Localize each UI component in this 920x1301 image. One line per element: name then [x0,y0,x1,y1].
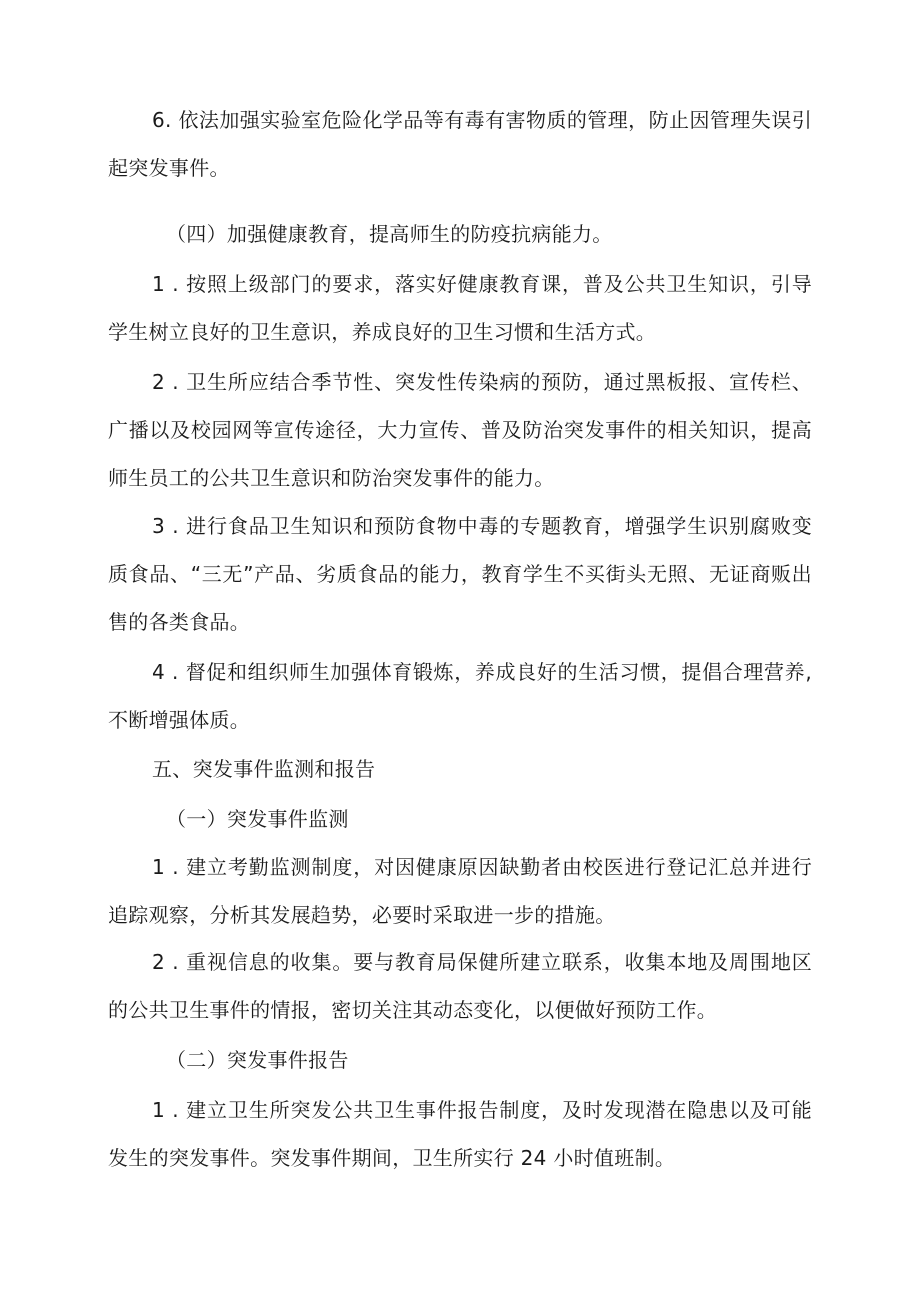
section-heading-monitoring: （一）突发事件监测 [166,807,349,831]
paragraph-item-4-physical-exercise: 4 . 督促和组织师生加强体育锻炼，养成良好的生活习惯，提倡合理营养, 不断增强体质。 [108,660,812,732]
paragraph-item-1-attendance: 1 . 建立考勤监测制度，对因健康原因缺勤者由校医进行登记汇总并进行追踪观察，分析其发展趋势，必要时采取进一步的措施。 [108,855,812,927]
section-heading-health-education: （四）加强健康教育，提高师生的防疫抗病能力。 [166,222,613,246]
paragraph-item-1-health-course: 1 . 按照上级部门的要求，落实好健康教育课，普及公共卫生知识，引导学生树立良好的卫生意识，养成良好的卫生习惯和生活方式。 [108,272,812,344]
paragraph-item-2-information: 2 . 重视信息的收集。要与教育局保健所建立联系，收集本地及周围地区的公共卫生事件的情报，密切关注其动态变化，以便做好预防工作。 [108,950,812,1022]
paragraph-item-2-clinic-publicity: 2 . 卫生所应结合季节性、突发性传染病的预防，通过黑板报、宣传栏、广播以及校园网等宣传途径，大力宣传、普及防治突发事件的相关知识，提高师生员工的公共卫生意识和防治突发事件的能力。 [108,370,812,490]
section-heading-reporting: （二）突发事件报告 [166,1048,349,1072]
paragraph-item-3-food-safety: 3 . 进行食品卫生知识和预防食物中毒的专题教育，增强学生识别腐败变质食品、“三无”产品、劣质食品的能力，教育学生不买街头无照、无证商贩出售的各类食品。 [108,514,812,634]
paragraph-item-6-lab-safety: 6. 依法加强实验室危险化学品等有毒有害物质的管理，防止因管理失误引起突发事件。 [108,108,812,180]
chapter-heading-monitoring-report: 五、突发事件监测和报告 [152,757,376,781]
paragraph-item-1-reporting-system: 1 . 建立卫生所突发公共卫生事件报告制度，及时发现潜在隐患以及可能发生的突发事件。突发事件期间，卫生所实行 24 小时值班制。 [108,1098,812,1170]
